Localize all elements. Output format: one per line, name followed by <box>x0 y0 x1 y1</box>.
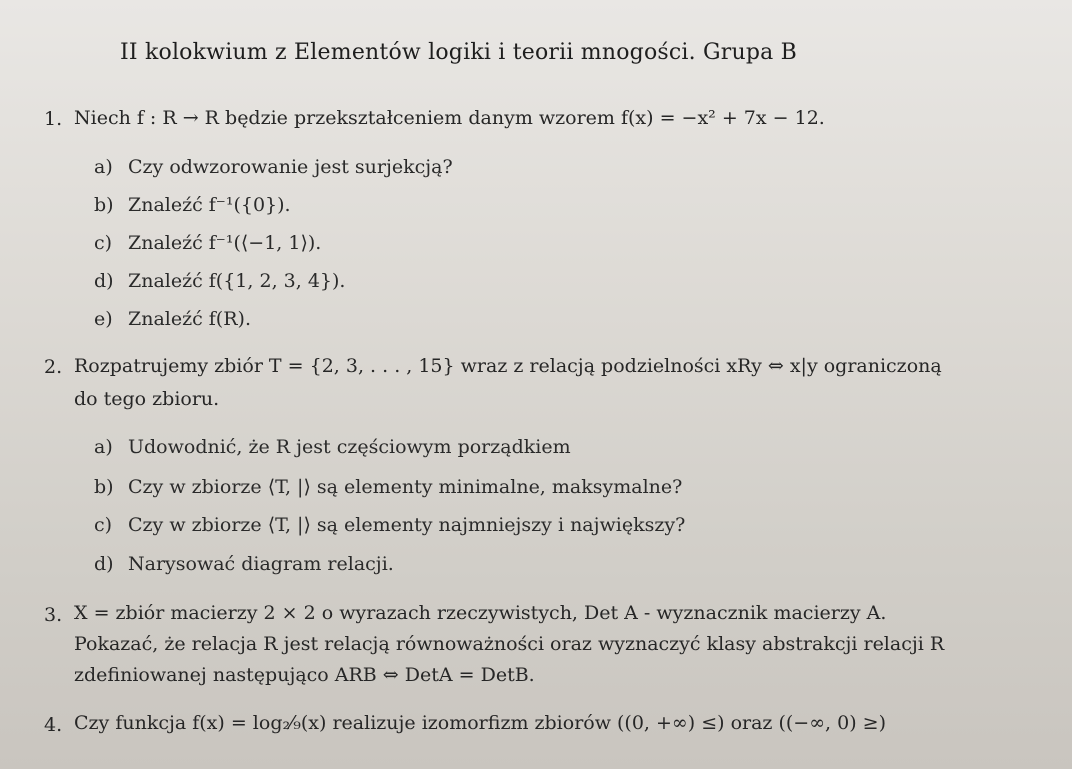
exam-title: II kolokwium z Elementów logiki i teorii mnogości. Grupa B <box>120 40 798 65</box>
item-text: Czy w zbiorze ⟨T, |⟩ są elementy najmniejszy i największy? <box>128 514 686 536</box>
item-text: Czy odwzorowanie jest surjekcją? <box>128 156 453 178</box>
item-label: d) <box>94 270 114 292</box>
item-label: b) <box>94 194 114 216</box>
problem-2-item-a <box>94 436 571 458</box>
item-label: b) <box>94 476 114 498</box>
problem-2-text-line-2: do tego zbioru. <box>74 388 220 410</box>
item-label: c) <box>94 514 113 536</box>
item-label: a) <box>94 156 113 178</box>
item-label: c) <box>94 232 113 254</box>
problem-3-text-line-2: Pokazać, że relacja R jest relacją równoważności oraz wyznaczyć klasy abstrakcji relacji R <box>74 633 945 655</box>
item-text: Udowodnić, że R jest częściowym porządkiem <box>128 436 571 458</box>
problem-1-item-c <box>94 232 321 254</box>
problem-1-item-d <box>94 270 345 292</box>
problem-3-number: 3. <box>44 604 63 626</box>
problem-2-number: 2. <box>44 356 63 378</box>
item-text: Narysować diagram relacji. <box>128 553 394 575</box>
problem-4-number: 4. <box>44 714 63 736</box>
item-text: Znaleźć f(R). <box>128 308 251 330</box>
item-label: a) <box>94 436 113 458</box>
item-text: Znaleźć f({1, 2, 3, 4}). <box>128 270 346 292</box>
problem-1-item-a <box>94 156 453 178</box>
item-text: Znaleźć f⁻¹(⟨−1, 1⟩). <box>128 232 322 254</box>
problem-1-item-b <box>94 194 291 216</box>
problem-3-text-line-1: X = zbiór macierzy 2 × 2 o wyrazach rzeczywistych, Det A - wyznacznik macierzy A. <box>74 602 887 624</box>
item-label: e) <box>94 308 113 330</box>
problem-1-item-e <box>94 308 251 330</box>
problem-3-text-line-3: zdefiniowanej następująco ARB ⇔ DetA = DetB. <box>74 664 535 686</box>
problem-4-text: Czy funkcja f(x) = log₂⁄₉(x) realizuje izomorfizm zbiorów ((0, +∞) ≤) oraz ((−∞, 0) ≥) <box>74 712 887 734</box>
item-label: d) <box>94 553 114 575</box>
problem-2-item-c <box>94 514 685 536</box>
item-text: Znaleźć f⁻¹({0}). <box>128 194 291 216</box>
item-text: Czy w zbiorze ⟨T, |⟩ są elementy minimalne, maksymalne? <box>128 476 683 498</box>
problem-2-item-d <box>94 553 394 575</box>
problem-1-number: 1. <box>44 108 63 130</box>
problem-2-item-b <box>94 476 682 498</box>
problem-1-text: Niech f : R → R będzie przekształceniem danym wzorem f(x) = −x² + 7x − 12. <box>74 107 825 129</box>
problem-2-text-line-1: Rozpatrujemy zbiór T = {2, 3, . . . , 15} wraz z relacją podzielności xRy ⇔ x|y ograniczoną <box>74 355 942 377</box>
